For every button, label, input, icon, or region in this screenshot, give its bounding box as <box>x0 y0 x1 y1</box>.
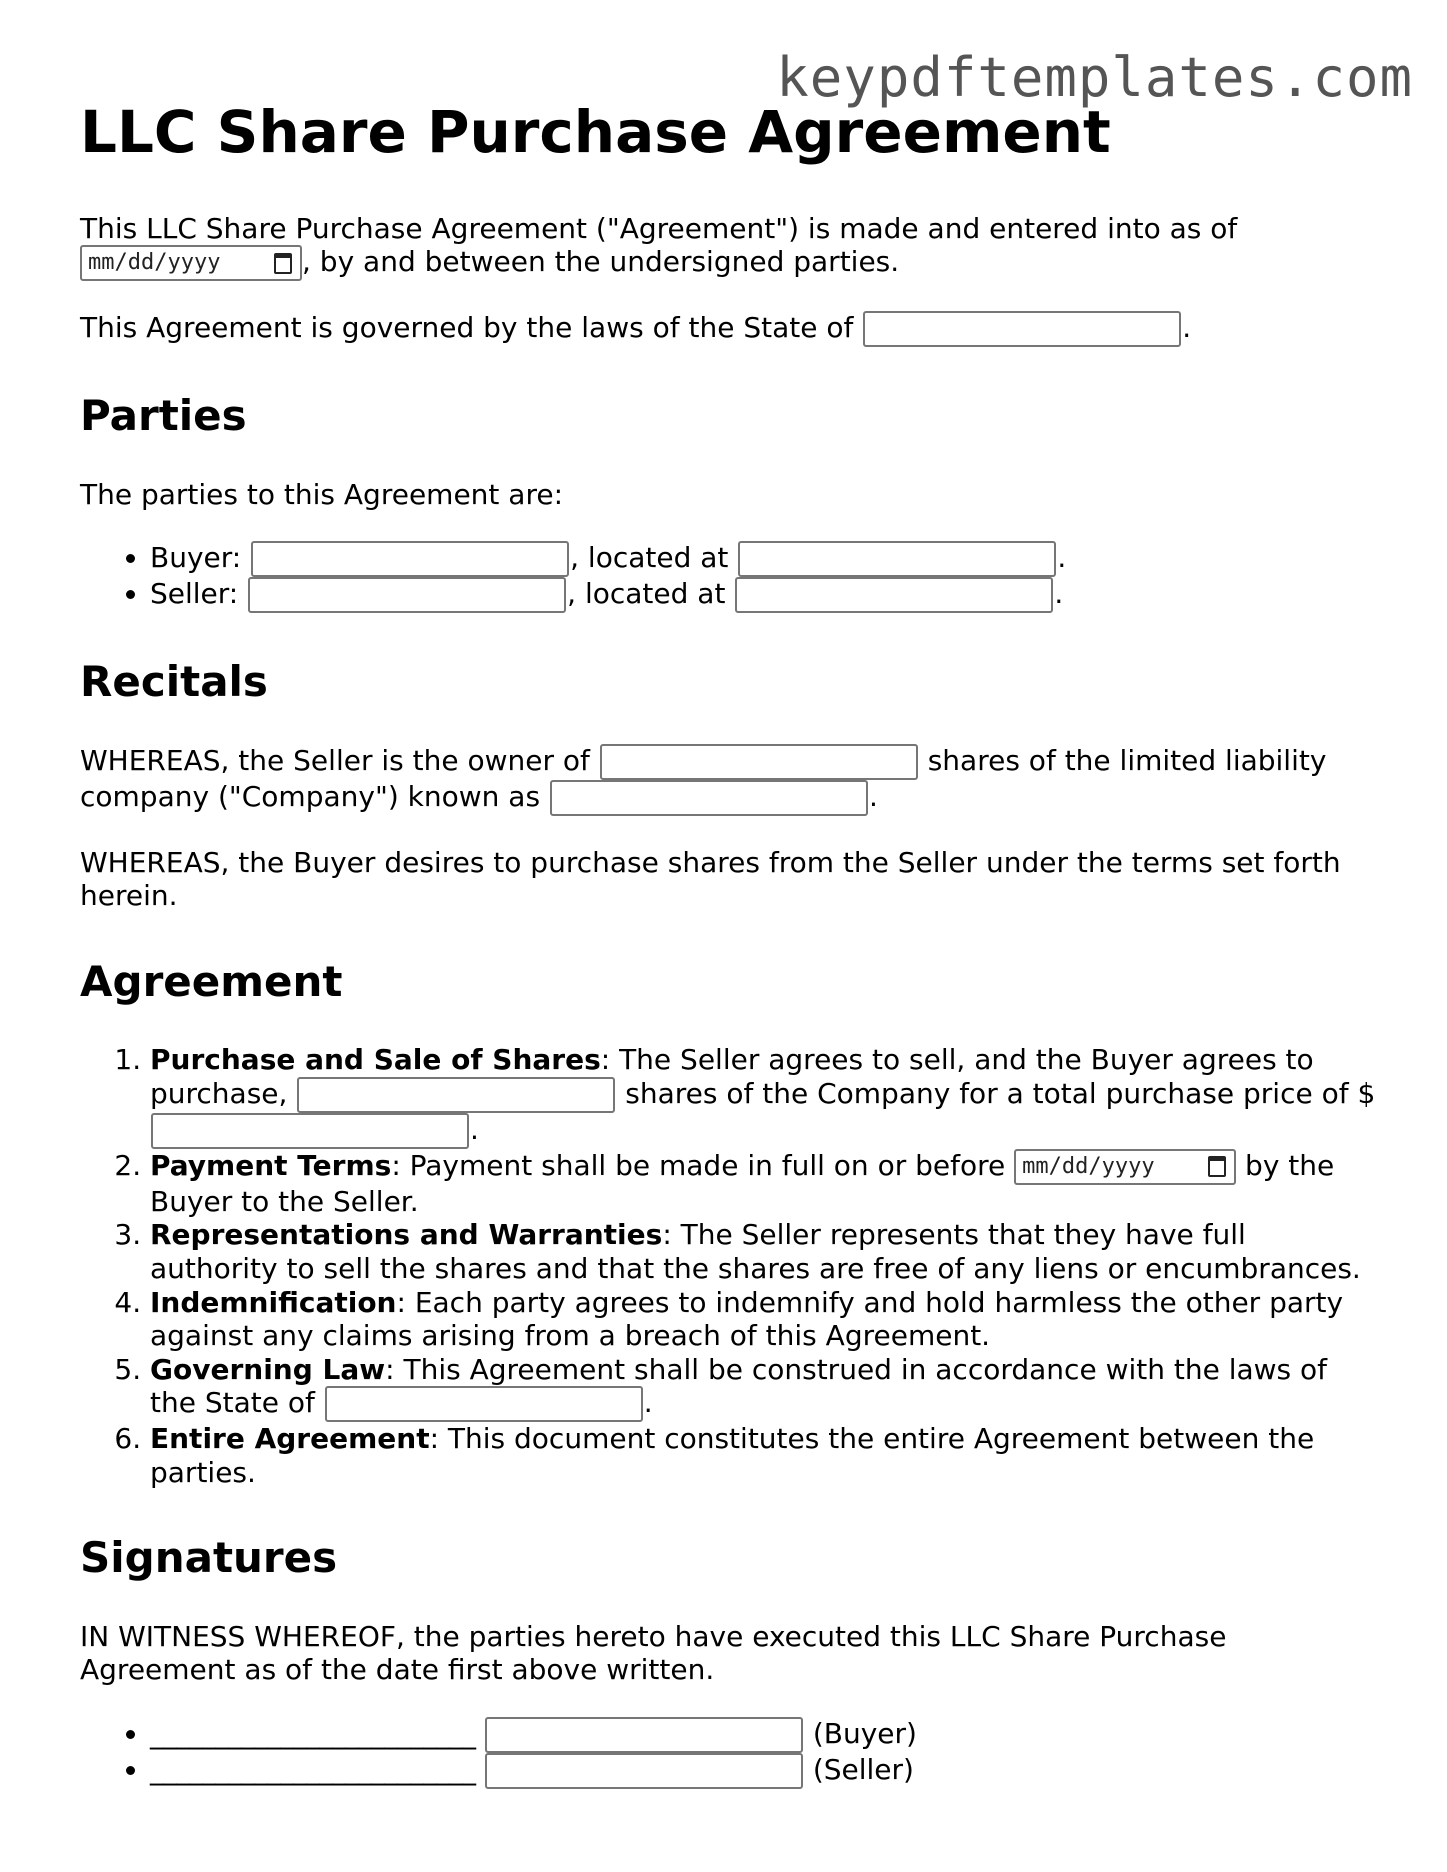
buyer-item <box>150 541 1380 577</box>
governing-text: This Agreement is governed by the laws of the State of <box>80 311 854 345</box>
agreement-item-2 <box>150 1149 1380 1219</box>
period: . <box>1057 541 1067 575</box>
date-placeholder: mm/dd/yyyy <box>1022 1153 1155 1179</box>
period: . <box>643 1386 653 1420</box>
intro-text-after: , by and between the undersigned parties. <box>302 245 900 279</box>
intro-paragraph <box>80 212 1380 282</box>
calendar-icon[interactable] <box>274 253 292 274</box>
item-title: Indemnification <box>150 1285 397 1319</box>
shares-owned-input[interactable] <box>600 744 918 780</box>
payment-date-input[interactable] <box>1014 1149 1236 1185</box>
company-name-input[interactable] <box>550 780 868 816</box>
buyer-role-label: (Buyer) <box>812 1717 917 1751</box>
parties-intro: The parties to this Agreement are: <box>80 477 564 511</box>
agreement-item-5 <box>150 1353 1380 1423</box>
agreement-item-3 <box>150 1218 1380 1285</box>
period: . <box>868 779 878 813</box>
located-at-label: , located at <box>570 541 729 575</box>
whereas-1-middle: shares of the limited liability company ("Company") known as <box>80 743 1327 813</box>
buyer-signature-input[interactable] <box>485 1717 803 1753</box>
agreement-heading: Agreement <box>80 956 343 1006</box>
signatures-heading: Signatures <box>80 1533 338 1583</box>
calendar-icon[interactable] <box>1208 1156 1226 1177</box>
seller-role-label: (Seller) <box>812 1753 914 1787</box>
item-text: : Payment shall be made in full on or before <box>391 1148 1006 1182</box>
whereas-1 <box>80 744 1380 816</box>
whereas-2: WHEREAS, the Buyer desires to purchase shares from the Seller under the terms set forth herein. <box>80 845 1341 913</box>
period: . <box>1054 577 1064 611</box>
item-text: : The Seller represents that they have full authority to sell the shares and that the shares are free of any liens or encumbrances. <box>150 1218 1361 1285</box>
seller-name-input[interactable] <box>248 577 566 613</box>
page-title: LLC Share Purchase Agreement <box>80 98 1111 166</box>
seller-address-input[interactable] <box>735 577 1053 613</box>
parties-heading: Parties <box>80 391 247 441</box>
recitals-heading: Recitals <box>80 657 268 707</box>
signature-line: _________________________ <box>150 1753 475 1787</box>
watermark: keypdftemplates.com <box>776 46 1413 109</box>
item-text: : The Seller agrees to sell, and the Buyer agrees to purchase, <box>150 1043 1314 1110</box>
buyer-name-input[interactable] <box>251 541 569 577</box>
seller-signature-input[interactable] <box>485 1753 803 1789</box>
seller-signature-item <box>150 1753 1380 1789</box>
state-input[interactable] <box>863 311 1181 347</box>
item-title: Representations and Warranties <box>150 1218 663 1252</box>
agreement-item-6 <box>150 1422 1380 1489</box>
purchase-price-input[interactable] <box>151 1113 469 1149</box>
item-text: by the Buyer to the Seller. <box>150 1148 1335 1218</box>
located-at-label: , located at <box>567 577 726 611</box>
period: . <box>470 1112 479 1146</box>
parties-list <box>80 541 1380 613</box>
item-title: Entire Agreement <box>150 1422 430 1456</box>
agreement-item-1 <box>150 1043 1380 1149</box>
item-text: : This Agreement shall be construed in accordance with the laws of the State of <box>150 1352 1328 1420</box>
governing-paragraph <box>80 311 1380 347</box>
whereas-1-text: WHEREAS, the Seller is the owner of <box>80 743 590 777</box>
buyer-label: Buyer: <box>150 541 242 575</box>
item-title: Purchase and Sale of Shares <box>150 1043 601 1077</box>
document <box>80 98 1380 1819</box>
seller-item <box>150 577 1380 613</box>
item-text: : Each party agrees to indemnify and hold harmless the other party against any claims arising from a breach of this Agreement. <box>150 1285 1344 1353</box>
witness-paragraph: IN WITNESS WHEREOF, the parties hereto have executed this LLC Share Purchase Agreement as of the date first above written. <box>80 1619 1227 1687</box>
seller-label: Seller: <box>150 577 239 611</box>
buyer-signature-item <box>150 1717 1380 1753</box>
date-placeholder: mm/dd/yyyy <box>88 249 221 275</box>
signature-list <box>80 1717 1380 1789</box>
agreement-list <box>80 1043 1380 1489</box>
governing-state-input[interactable] <box>325 1386 643 1422</box>
agreement-date-input[interactable] <box>80 245 302 281</box>
agreement-item-4 <box>150 1286 1380 1353</box>
item-text: shares of the Company for a total purchase price of $ <box>625 1076 1376 1110</box>
item-title: Governing Law <box>150 1352 386 1386</box>
shares-purchased-input[interactable] <box>297 1077 615 1113</box>
period: . <box>1182 311 1192 345</box>
item-text: : This document constitutes the entire Agreement between the parties. <box>150 1422 1315 1489</box>
buyer-address-input[interactable] <box>738 541 1056 577</box>
intro-text: This LLC Share Purchase Agreement ("Agreement") is made and entered into as of <box>80 211 1238 245</box>
signature-line: _________________________ <box>150 1717 475 1751</box>
item-title: Payment Terms <box>150 1148 392 1182</box>
